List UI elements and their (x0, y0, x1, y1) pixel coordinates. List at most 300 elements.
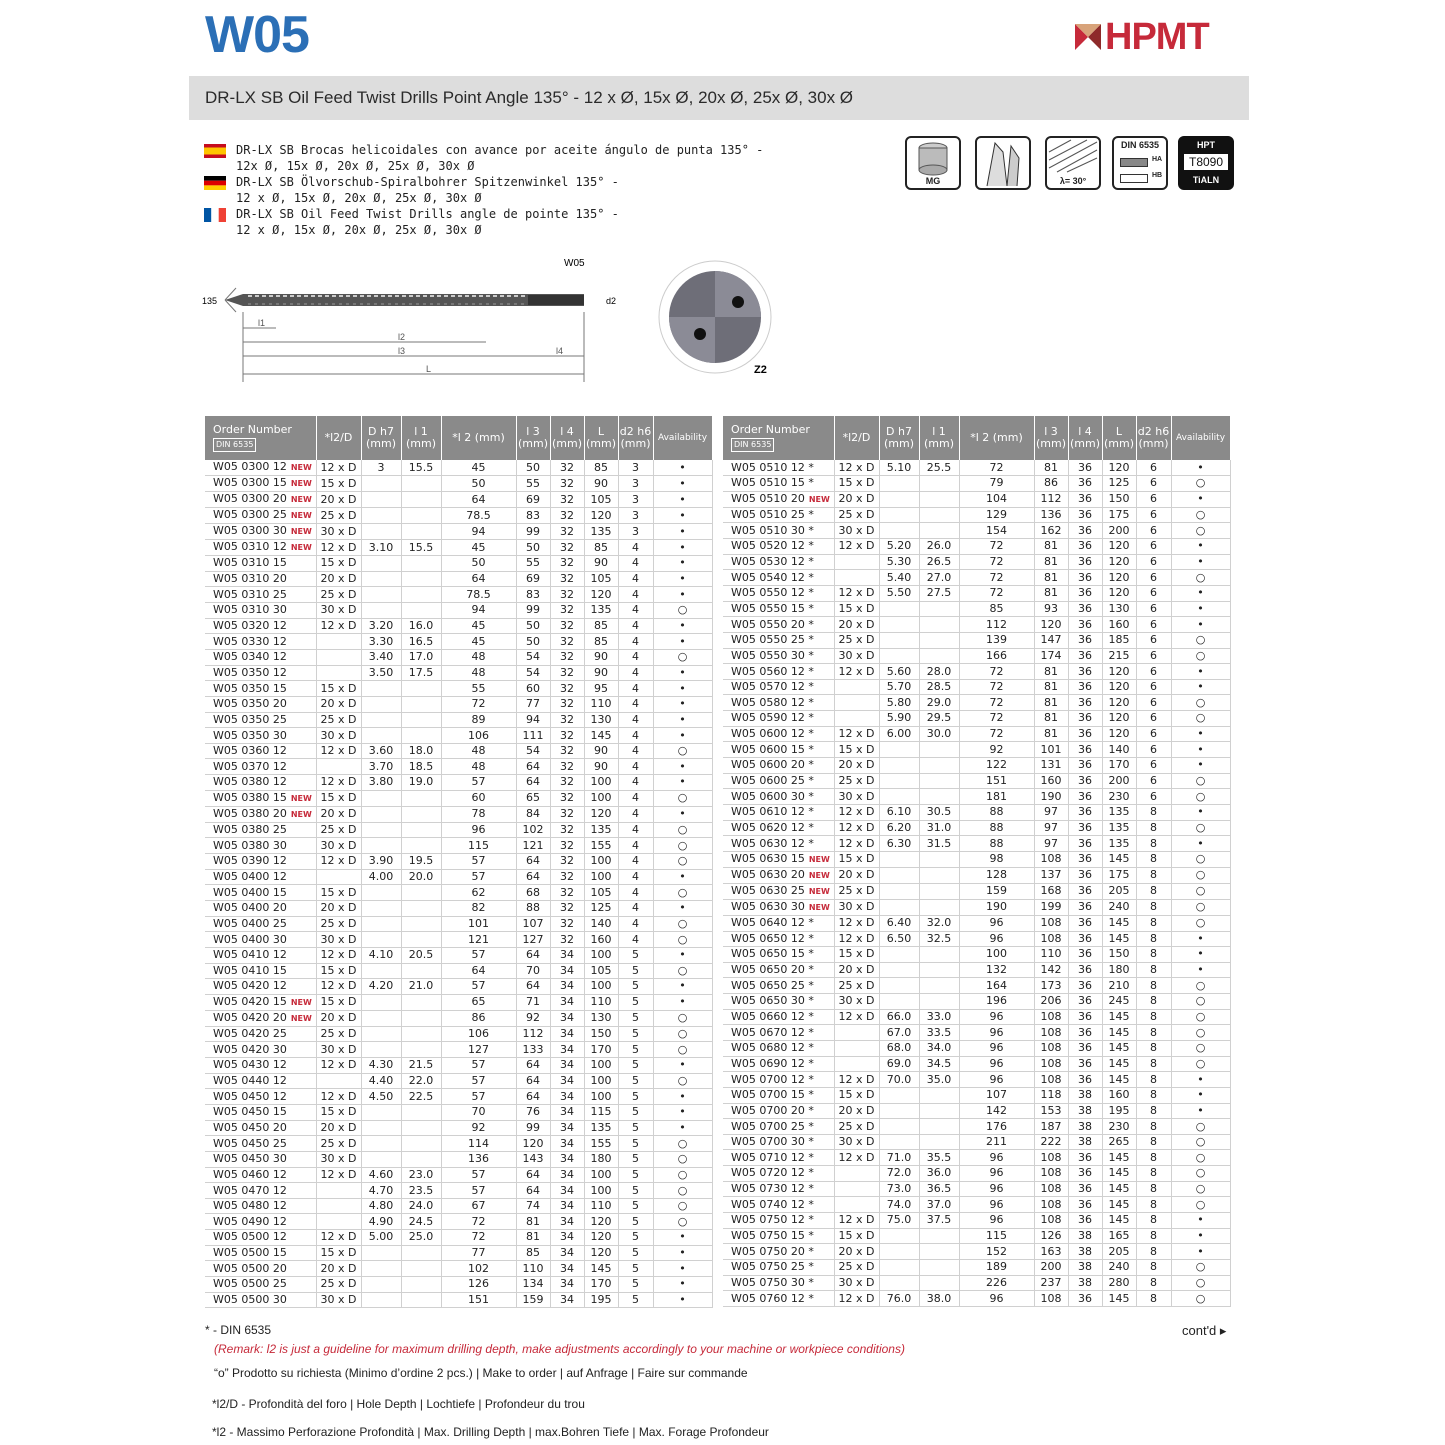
new-badge: NEW (808, 854, 830, 864)
cell-l4: 34 (550, 1245, 584, 1261)
cell-length: 120 (584, 587, 618, 603)
cell-order-number: W05 0310 20 (205, 571, 316, 587)
cell-l3: 237 (1034, 1275, 1068, 1291)
cell-d2: 8 (1136, 1228, 1171, 1244)
cell-l4: 32 (550, 822, 584, 838)
cell-length: 130 (1102, 601, 1136, 617)
cell-order-number: W05 0310 15 (205, 556, 316, 572)
continued-link[interactable]: cont'd ▸ (1182, 1323, 1227, 1338)
cell-l1: 36.5 (919, 1181, 959, 1197)
cell-order-number: W05 0450 25 (205, 1136, 316, 1152)
table-row (205, 790, 712, 806)
cell-l2d: 25 x D (834, 773, 879, 789)
cell-l3: 108 (1034, 1197, 1068, 1213)
cell-length: 120 (1102, 679, 1136, 695)
table-row (723, 570, 1230, 586)
cell-d2: 5 (618, 1198, 653, 1214)
lang-line: 12x Ø, 15x Ø, 20x Ø, 25x Ø, 30x Ø (236, 159, 475, 173)
cell-l2d: 15 x D (834, 742, 879, 758)
cell-l1: 34.5 (919, 1056, 959, 1072)
cell-l2: 78 (441, 806, 516, 822)
cell-order-number: W05 0490 12 (205, 1214, 316, 1230)
cell-l2d: 20 x D (316, 1010, 361, 1026)
cell-l2d: 25 x D (316, 916, 361, 932)
cell-l3: 69 (516, 571, 550, 587)
cell-diameter: 5.90 (879, 711, 919, 727)
table-row (205, 932, 712, 948)
cell-availability: ○ (653, 1042, 712, 1058)
cell-l3: 142 (1034, 962, 1068, 978)
cell-l2: 64 (441, 492, 516, 508)
cell-d2: 6 (1136, 632, 1171, 648)
cell-l1 (919, 1228, 959, 1244)
cell-order-number: W05 0320 12 (205, 618, 316, 634)
cell-length: 115 (584, 1105, 618, 1121)
cell-length: 155 (584, 838, 618, 854)
cell-availability: ○ (653, 790, 712, 806)
table-row (205, 775, 712, 791)
cell-l2: 57 (441, 979, 516, 995)
table-row (205, 634, 712, 650)
cell-availability: • (653, 1105, 712, 1121)
cell-l1 (919, 947, 959, 963)
cell-order-number: W05 0680 12 * (723, 1041, 834, 1057)
cell-order-number: W05 0420 20 NEW (205, 1010, 316, 1026)
cell-diameter: 3.90 (361, 854, 401, 870)
cell-diameter: 3.60 (361, 743, 401, 759)
table-row (723, 523, 1230, 539)
cell-availability: ○ (653, 916, 712, 932)
cell-d2: 6 (1136, 679, 1171, 695)
cell-l2d: 15 x D (834, 1228, 879, 1244)
cell-l1: 37.5 (919, 1213, 959, 1229)
lang-line: DR-LX SB Oil Feed Twist Drills angle de pointe 135° - (236, 207, 619, 221)
cell-diameter (879, 1087, 919, 1103)
cell-l2d: 25 x D (316, 587, 361, 603)
cell-l2: 88 (959, 836, 1034, 852)
new-badge: NEW (808, 902, 830, 912)
cell-diameter (361, 1261, 401, 1277)
cell-l1 (401, 1010, 441, 1026)
cell-l3: 134 (516, 1277, 550, 1293)
cell-length: 195 (1102, 1103, 1136, 1119)
cell-length: 200 (1102, 523, 1136, 539)
cell-l2d: 30 x D (834, 1134, 879, 1150)
cell-diameter: 6.00 (879, 726, 919, 742)
cell-order-number: W05 0720 12 * (723, 1166, 834, 1182)
page-title: DR-LX SB Oil Feed Twist Drills Point Angle 135° - 12 x Ø, 15x Ø, 20x Ø, 25x Ø, 30x Ø (205, 88, 854, 107)
cell-l2: 72 (441, 1230, 516, 1246)
cell-l2d: 12 x D (316, 775, 361, 791)
cell-l2d: 25 x D (316, 1026, 361, 1042)
cell-l4: 36 (1068, 1056, 1102, 1072)
cell-l4: 32 (550, 681, 584, 697)
cell-availability: ○ (1171, 1009, 1230, 1025)
cell-l1 (919, 994, 959, 1010)
cell-length: 120 (1102, 554, 1136, 570)
cell-d2: 8 (1136, 1056, 1171, 1072)
cell-length: 145 (1102, 1213, 1136, 1229)
cell-availability: ○ (653, 885, 712, 901)
cell-availability: • (653, 1120, 712, 1136)
cell-length: 85 (584, 460, 618, 476)
cell-l1: 33.0 (919, 1009, 959, 1025)
hole-depth-note: *l2/D - Profondità del foro | Hole Depth | Lochtiefe | Profondeur du trou (212, 1397, 585, 1411)
cell-l2d (316, 869, 361, 885)
cell-d2: 6 (1136, 570, 1171, 586)
cell-l3: 81 (1034, 679, 1068, 695)
cell-l2d: 12 x D (316, 743, 361, 759)
table-row (205, 963, 712, 979)
cell-l2d: 25 x D (834, 632, 879, 648)
table-row (205, 854, 712, 870)
table-row (205, 603, 712, 619)
cell-l4: 36 (1068, 851, 1102, 867)
cell-l2: 96 (959, 1213, 1034, 1229)
cell-l2d: 15 x D (316, 556, 361, 572)
cell-availability: • (1171, 585, 1230, 601)
cell-l2: 72 (441, 1214, 516, 1230)
cell-l4: 38 (1068, 1228, 1102, 1244)
cell-l1: 30.5 (919, 804, 959, 820)
cell-diameter (361, 476, 401, 492)
cell-diameter (361, 1151, 401, 1167)
cell-l3: 64 (516, 947, 550, 963)
new-badge: NEW (290, 495, 312, 505)
header-l2: *l 2 (mm) (959, 416, 1034, 460)
cell-l2d (316, 634, 361, 650)
cell-l4: 36 (1068, 695, 1102, 711)
cell-diameter (879, 1119, 919, 1135)
cell-order-number: W05 0310 25 (205, 587, 316, 603)
cell-availability: • (1171, 1072, 1230, 1088)
cell-l2d: 12 x D (834, 836, 879, 852)
cell-l2: 106 (441, 728, 516, 744)
cell-order-number: W05 0310 30 (205, 603, 316, 619)
cell-d2: 5 (618, 1214, 653, 1230)
cell-l1: 16.5 (401, 634, 441, 650)
cell-diameter: 75.0 (879, 1213, 919, 1229)
cell-availability: • (1171, 962, 1230, 978)
cell-d2: 6 (1136, 664, 1171, 680)
cell-diameter: 4.00 (361, 869, 401, 885)
cell-d2: 8 (1136, 804, 1171, 820)
cell-l3: 69 (516, 492, 550, 508)
cell-l2d: 25 x D (834, 1119, 879, 1135)
table-row (205, 1167, 712, 1183)
cell-l4: 34 (550, 994, 584, 1010)
cell-order-number: W05 0750 15 * (723, 1228, 834, 1244)
cell-l4: 36 (1068, 539, 1102, 555)
cell-d2: 4 (618, 885, 653, 901)
cell-l2: 106 (441, 1026, 516, 1042)
brand-name: HPMT (1105, 15, 1209, 58)
cell-availability: • (653, 1089, 712, 1105)
cell-diameter (879, 947, 919, 963)
cell-diameter (879, 899, 919, 915)
cell-d2: 4 (618, 775, 653, 791)
cell-d2: 8 (1136, 836, 1171, 852)
table-row (205, 994, 712, 1010)
cell-order-number: W05 0300 15 NEW (205, 476, 316, 492)
cell-d2: 8 (1136, 1134, 1171, 1150)
cell-length: 175 (1102, 507, 1136, 523)
cell-l4: 32 (550, 712, 584, 728)
cell-l1: 28.0 (919, 664, 959, 680)
cell-l4: 34 (550, 1183, 584, 1199)
cell-l3: 77 (516, 696, 550, 712)
cell-diameter: 3 (361, 460, 401, 476)
cell-length: 140 (1102, 742, 1136, 758)
cell-l1: 24.0 (401, 1198, 441, 1214)
cell-availability: • (653, 587, 712, 603)
cell-length: 180 (584, 1151, 618, 1167)
cell-l2d (316, 759, 361, 775)
cell-l4: 34 (550, 1151, 584, 1167)
cell-order-number: W05 0400 15 (205, 885, 316, 901)
cell-l4: 32 (550, 854, 584, 870)
header-l1: l 1 (mm) (401, 416, 441, 460)
cell-l4: 32 (550, 603, 584, 619)
cell-l4: 36 (1068, 899, 1102, 915)
cell-l2: 151 (441, 1292, 516, 1308)
cell-l1: 22.5 (401, 1089, 441, 1105)
cell-l3: 206 (1034, 994, 1068, 1010)
cell-l2: 55 (441, 681, 516, 697)
cell-availability: • (653, 634, 712, 650)
cell-length: 155 (584, 1136, 618, 1152)
cell-l3: 108 (1034, 1213, 1068, 1229)
cell-l2d: 20 x D (834, 617, 879, 633)
cell-diameter: 3.40 (361, 649, 401, 665)
cell-length: 120 (1102, 570, 1136, 586)
header-l3: l 3 (mm) (516, 416, 550, 460)
cell-order-number: W05 0660 12 * (723, 1009, 834, 1025)
cell-l2: 112 (959, 617, 1034, 633)
cell-l1 (919, 867, 959, 883)
cell-availability: • (1171, 836, 1230, 852)
cell-l4: 36 (1068, 789, 1102, 805)
cell-l4: 36 (1068, 994, 1102, 1010)
cell-l2: 94 (441, 603, 516, 619)
cell-availability: ○ (653, 838, 712, 854)
cell-l2: 96 (959, 1025, 1034, 1041)
cell-d2: 6 (1136, 523, 1171, 539)
cell-d2: 8 (1136, 915, 1171, 931)
cell-availability: • (1171, 931, 1230, 947)
max-depth-note: *l2 - Massimo Perforazione Profondità | Max. Drilling Depth | max.Bohren Tiefe | Max. Forage Profondeur (212, 1425, 769, 1439)
cell-availability: • (1171, 460, 1230, 476)
cell-d2: 6 (1136, 695, 1171, 711)
din-shank-icon (1112, 136, 1168, 190)
cell-l1 (919, 1244, 959, 1260)
cell-l2d (834, 711, 879, 727)
cell-l2d (834, 1025, 879, 1041)
cell-l3: 88 (516, 900, 550, 916)
cell-diameter (879, 1259, 919, 1275)
cell-l2: 96 (959, 931, 1034, 947)
cell-diameter: 4.10 (361, 947, 401, 963)
cell-l4: 36 (1068, 585, 1102, 601)
cell-diameter (879, 601, 919, 617)
cell-availability: • (653, 696, 712, 712)
cell-l2: 78.5 (441, 587, 516, 603)
coating-label: TiALN (1192, 175, 1220, 185)
cell-length: 100 (584, 1183, 618, 1199)
table-row (205, 743, 712, 759)
cell-l2d: 12 x D (316, 1058, 361, 1074)
cell-l3: 99 (516, 524, 550, 540)
cell-l4: 38 (1068, 1259, 1102, 1275)
table-row (205, 1089, 712, 1105)
cell-l2d: 15 x D (316, 885, 361, 901)
cell-diameter: 3.50 (361, 665, 401, 681)
cell-l2d (834, 1056, 879, 1072)
cell-length: 175 (1102, 867, 1136, 883)
cell-l1: 34.0 (919, 1041, 959, 1057)
cell-l1 (401, 603, 441, 619)
cell-availability: • (653, 1058, 712, 1074)
cell-l2d: 15 x D (316, 681, 361, 697)
cell-d2: 8 (1136, 1072, 1171, 1088)
cell-l4: 36 (1068, 1166, 1102, 1182)
cell-order-number: W05 0410 12 (205, 947, 316, 963)
cell-availability: ○ (1171, 648, 1230, 664)
cell-order-number: W05 0760 12 * (723, 1291, 834, 1307)
cell-l2d (316, 1073, 361, 1089)
cell-l3: 173 (1034, 978, 1068, 994)
cell-l2: 57 (441, 1183, 516, 1199)
cell-l2: 154 (959, 523, 1034, 539)
cell-diameter (879, 1228, 919, 1244)
cell-availability: • (653, 712, 712, 728)
cell-l1: 19.5 (401, 854, 441, 870)
cell-l3: 133 (516, 1042, 550, 1058)
cell-l4: 32 (550, 524, 584, 540)
cell-diameter: 4.50 (361, 1089, 401, 1105)
brand-mark-icon (1075, 24, 1101, 50)
cell-l2: 62 (441, 885, 516, 901)
cell-d2: 4 (618, 712, 653, 728)
cell-l2d: 30 x D (834, 523, 879, 539)
cell-diameter: 72.0 (879, 1166, 919, 1182)
cell-l2d (316, 1214, 361, 1230)
table-row (723, 1119, 1230, 1135)
cell-diameter (361, 1105, 401, 1121)
cell-diameter: 6.30 (879, 836, 919, 852)
cell-order-number: W05 0700 15 * (723, 1087, 834, 1103)
cell-l1 (401, 1026, 441, 1042)
table-row (723, 1150, 1230, 1166)
cell-l1 (401, 728, 441, 744)
cell-l3: 112 (1034, 491, 1068, 507)
cell-l4: 36 (1068, 1213, 1102, 1229)
spain-flag-icon (204, 144, 226, 158)
cell-l2: 88 (959, 804, 1034, 820)
cell-l4: 36 (1068, 978, 1102, 994)
cell-availability: • (653, 900, 712, 916)
cell-diameter: 5.70 (879, 679, 919, 695)
cell-l1: 35.5 (919, 1150, 959, 1166)
cell-l1 (401, 1120, 441, 1136)
cell-d2: 4 (618, 932, 653, 948)
cell-diameter (879, 742, 919, 758)
cell-l1: 23.5 (401, 1183, 441, 1199)
cell-l4: 36 (1068, 570, 1102, 586)
cell-availability: • (653, 775, 712, 791)
cell-l2d: 12 x D (834, 1150, 879, 1166)
cell-l4: 32 (550, 492, 584, 508)
table-row (723, 664, 1230, 680)
cell-l4: 38 (1068, 1119, 1102, 1135)
cell-d2: 4 (618, 556, 653, 572)
cell-l2d: 12 x D (316, 1089, 361, 1105)
cell-l1 (401, 556, 441, 572)
cell-order-number: W05 0380 12 (205, 775, 316, 791)
spec-table-right (723, 416, 1231, 1307)
cell-l4: 36 (1068, 491, 1102, 507)
cell-availability: ○ (653, 1073, 712, 1089)
cell-availability: ○ (1171, 1150, 1230, 1166)
cell-d2: 8 (1136, 1213, 1171, 1229)
cell-l4: 32 (550, 556, 584, 572)
cell-d2: 4 (618, 916, 653, 932)
cell-l2: 181 (959, 789, 1034, 805)
cell-l2d: 20 x D (316, 1261, 361, 1277)
cell-order-number: W05 0630 12 * (723, 836, 834, 852)
cell-l3: 83 (516, 587, 550, 603)
cell-availability: • (1171, 726, 1230, 742)
cell-l2: 151 (959, 773, 1034, 789)
cell-l4: 36 (1068, 962, 1102, 978)
table-row (205, 587, 712, 603)
cell-diameter (361, 1277, 401, 1293)
cell-length: 120 (1102, 664, 1136, 680)
cell-diameter (361, 1136, 401, 1152)
table-row (205, 460, 712, 476)
cell-l1: 20.5 (401, 947, 441, 963)
new-badge: NEW (808, 886, 830, 896)
cell-availability: • (1171, 554, 1230, 570)
cell-length: 100 (584, 1058, 618, 1074)
cell-d2: 4 (618, 728, 653, 744)
cell-length: 100 (584, 775, 618, 791)
cell-order-number: W05 0550 30 * (723, 648, 834, 664)
cell-order-number: W05 0600 12 * (723, 726, 834, 742)
cell-availability: ○ (1171, 883, 1230, 899)
cell-availability: ○ (1171, 695, 1230, 711)
cell-availability: ○ (653, 822, 712, 838)
cell-l2: 89 (441, 712, 516, 728)
cell-l4: 32 (550, 649, 584, 665)
cell-l3: 64 (516, 1183, 550, 1199)
cell-length: 245 (1102, 994, 1136, 1010)
cell-diameter (879, 789, 919, 805)
cell-diameter: 5.80 (879, 695, 919, 711)
cell-availability: • (1171, 742, 1230, 758)
cell-order-number: W05 0440 12 (205, 1073, 316, 1089)
cell-order-number: W05 0700 20 * (723, 1103, 834, 1119)
cell-l1 (401, 963, 441, 979)
cell-diameter: 5.10 (879, 460, 919, 476)
cell-l1 (401, 492, 441, 508)
cell-length: 140 (584, 916, 618, 932)
cell-l1 (401, 916, 441, 932)
table-row (723, 648, 1230, 664)
cell-l1 (401, 1245, 441, 1261)
cell-l1 (401, 712, 441, 728)
cell-diameter: 6.50 (879, 931, 919, 947)
